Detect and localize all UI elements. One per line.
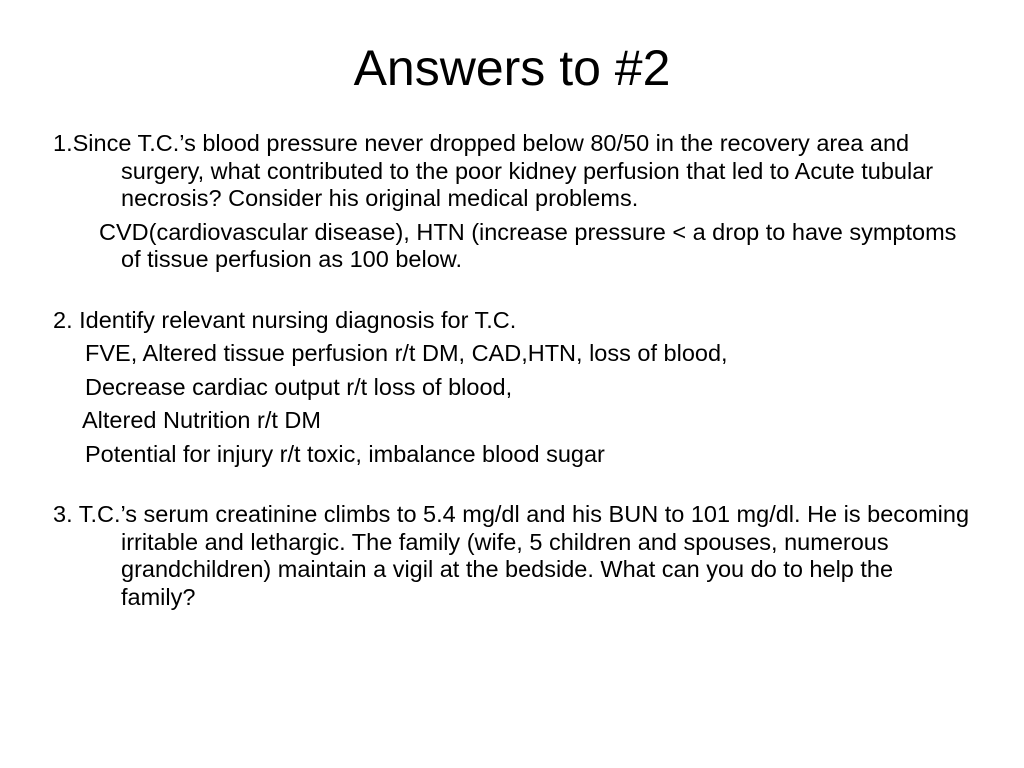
- question-1-text: 1.Since T.C.’s blood pressure never dropped below 80/50 in the recovery area and surgery, what contributed to the poor kidney perfusion that led to Acute tubular necrosis? Consider his original medical problems.: [53, 130, 934, 211]
- question-2-answer-2: Decrease cardiac output r/t loss of blood,: [85, 373, 513, 400]
- slide-body: [0, 130, 1024, 611]
- question-2-answer-1: FVE, Altered tissue perfusion r/t DM, CAD,HTN, loss of blood,: [85, 340, 728, 366]
- question-2-answer-3: Altered Nutrition r/t DM: [82, 407, 321, 433]
- question-2-answer-4: Potential for injury r/t toxic, imbalance blood sugar: [85, 440, 605, 467]
- question-3-text: 3. T.C.’s serum creatinine climbs to 5.4 mg/dl and his BUN to 101 mg/dl. He is becoming irritable and lethargic. The family (wife, 5 children and spouses, numerous grandchildren) maintain a vigil at the bedside. What can you do to help the family?: [53, 501, 970, 610]
- question-1-answer: CVD(cardiovascular disease), HTN (increase pressure < a drop to have symptoms of tissue perfusion as 100 below.: [99, 218, 957, 272]
- slide-title: Answers to #2: [353, 40, 671, 96]
- question-2-text: 2. Identify relevant nursing diagnosis for T.C.: [53, 306, 517, 333]
